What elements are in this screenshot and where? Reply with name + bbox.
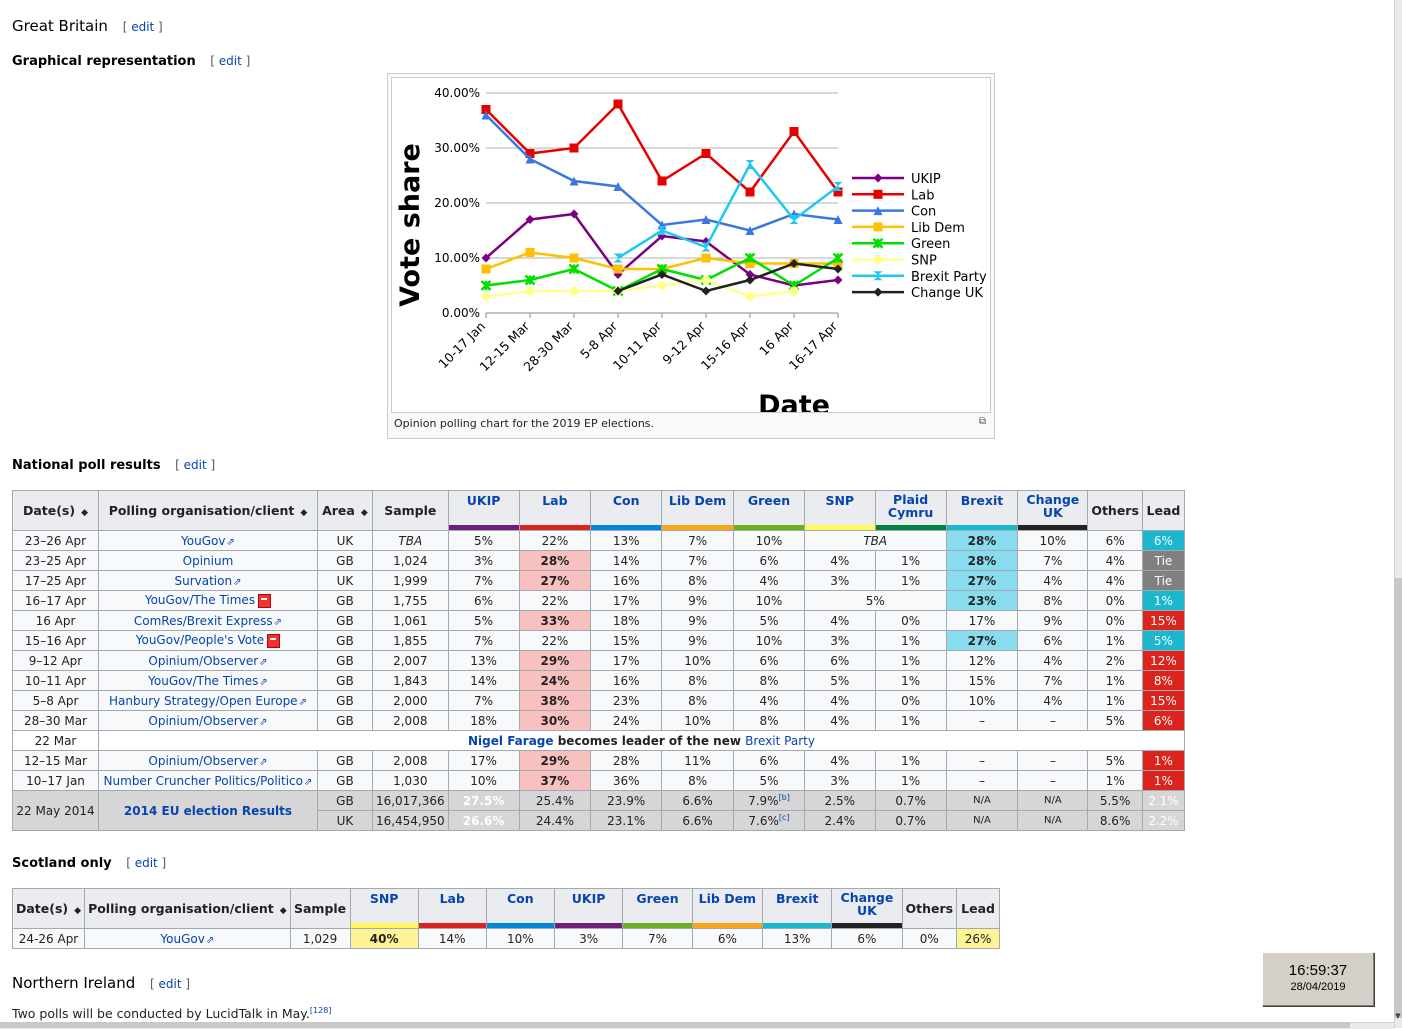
legend-label: Green [911, 237, 951, 253]
data-point [746, 292, 755, 301]
x-tick-label: 16-17 Apr [785, 318, 841, 373]
pollster-link[interactable]: Survation [174, 573, 233, 588]
party-color-bar [591, 525, 661, 530]
external-link-icon: ⇗ [259, 756, 268, 768]
data-point [570, 144, 579, 153]
national-poll-table [12, 490, 1185, 831]
data-point [790, 287, 799, 296]
pollster-link[interactable]: Hanbury Strategy/Open Europe [108, 693, 298, 708]
col-sample: Sample [372, 491, 448, 531]
data-point [702, 287, 711, 296]
party-color-bar [662, 525, 733, 530]
y-tick-label: 10.00% [434, 251, 480, 265]
x-tick-label: 15-16 Apr [697, 318, 753, 373]
external-link-icon: ⇗ [298, 696, 307, 708]
party-color-bar [623, 923, 691, 928]
col-org[interactable]: Polling organisation/client ◆ [85, 889, 291, 929]
clock-date: 28/04/2019 [1290, 981, 1346, 993]
footnote-link[interactable]: [b] [778, 793, 790, 802]
opinion-chart [392, 78, 990, 412]
col-area[interactable]: Area ◆ [317, 491, 372, 531]
party-link[interactable]: Brexit Party [745, 733, 815, 748]
clock-widget [1262, 952, 1374, 1006]
footnote-link[interactable]: [c] [778, 813, 790, 822]
data-point [658, 281, 667, 290]
heading-scotland: Scotland only [ edit ] [12, 856, 167, 871]
party-color-bar [351, 923, 418, 928]
party-color-bar [805, 525, 875, 530]
party-color-bar [693, 923, 762, 928]
table-row: 9–12 Apr Opinium/Observer⇗ GB 2,007 13% 29% 17% 10% 6% 6% 1% 12% 4% 2% 12% [13, 651, 1185, 671]
pollster-link[interactable]: YouGov [181, 533, 226, 548]
col-party[interactable]: Lab [519, 491, 591, 531]
col-others: Others [1088, 491, 1143, 531]
heading-northern-ireland: Northern Ireland [ edit ] [12, 974, 191, 992]
x-tick-label: 12-15 Mar [476, 318, 533, 375]
pollster-link[interactable]: YouGov [160, 931, 205, 946]
col-party[interactable]: UKIP [554, 889, 623, 929]
legend-marker [874, 190, 883, 199]
legend-label: UKIP [911, 172, 941, 187]
pollster-link[interactable]: YouGov/People's Vote [135, 633, 265, 648]
legend-label: Change UK [911, 286, 983, 302]
pollster-link[interactable]: YouGov/The Times [144, 593, 256, 608]
external-link-icon: ⇗ [259, 716, 268, 728]
table-row: 12–15 Mar Opinium/Observer⇗ GB 2,008 17% 29% 28% 11% 6% 4% 1% – – 5% 1% [13, 751, 1185, 771]
col-date[interactable]: Date(s) ◆ [13, 491, 99, 531]
person-link[interactable]: Nigel Farage [468, 733, 554, 748]
edit-link[interactable]: edit [158, 977, 182, 991]
col-party[interactable]: Lib Dem [692, 889, 762, 929]
table-row: 10–17 Jan Number Cruncher Politics/Politico⇗ GB 1,030 10% 37% 36% 8% 5% 3% 1% – – 1% 1% [13, 771, 1185, 791]
results-row: 22 May 2014 2014 EU election Results GB 16,017,366 27.5% 25.4% 23.9% 6.6% 7.9%[b] 2.5% 0.7% N/A N/A 5.5% 2.1% [13, 791, 1185, 811]
heading-graphical: Graphical representation [ edit ] [12, 54, 251, 69]
pollster-link[interactable]: Opinium [182, 553, 234, 568]
col-party[interactable]: Brexit [763, 889, 832, 929]
party-color-bar [449, 525, 519, 530]
y-axis-title: Vote share [395, 143, 426, 307]
data-point [614, 100, 623, 109]
table-row: 5–8 Apr Hanbury Strategy/Open Europe⇗ GB 2,000 7% 38% 23% 8% 4% 4% 0% 10% 4% 1% 15% [13, 691, 1185, 711]
clock-time: 16:59:37 [1288, 962, 1348, 979]
heading-national: National poll results [ edit ] [12, 458, 216, 473]
col-party[interactable]: SNP [804, 491, 875, 531]
horizontal-scrollbar-thumb[interactable] [0, 1022, 1350, 1028]
vertical-scrollbar-thumb[interactable] [1394, 578, 1402, 1018]
table-row: 28–30 Mar Opinium/Observer⇗ GB 2,008 18% 30% 24% 10% 8% 4% 1% – – 5% 6% [13, 711, 1185, 731]
ni-paragraph: Two polls will be conducted by LucidTalk in May.[128] [12, 1006, 332, 1022]
party-color-bar [763, 923, 831, 928]
legend-label: Lib Dem [911, 220, 965, 236]
x-tick-label: 10-17 Jan [435, 318, 489, 372]
data-point [614, 265, 623, 274]
legend-marker [874, 288, 883, 297]
col-org[interactable]: Polling organisation/client ◆ [98, 491, 317, 531]
table-row: 24-26 Apr YouGov⇗ 1,029 40% 14% 10% 3% 7% 6% 13% 6% 0% 26% [13, 929, 1000, 949]
series-line [486, 115, 838, 231]
edit-link[interactable]: edit [131, 20, 155, 34]
col-party[interactable]: Change UK [832, 889, 902, 929]
col-lead: Lead [957, 889, 1000, 929]
data-point [702, 254, 711, 263]
external-link-icon: ⇗ [259, 656, 268, 668]
col-party[interactable]: Green [734, 491, 805, 531]
external-link-icon: ⇗ [233, 576, 242, 588]
data-point [746, 188, 755, 197]
legend-marker [874, 222, 883, 231]
party-color-bar [555, 923, 623, 928]
data-point [702, 276, 711, 285]
x-tick-label: 5-8 Apr [576, 318, 621, 362]
party-color-bar [734, 525, 804, 530]
col-party[interactable]: Plaid Cymru [875, 491, 946, 531]
legend-label: SNP [911, 253, 937, 269]
chart-figure [387, 73, 995, 439]
col-party[interactable]: Con [591, 491, 662, 531]
table-row: 15–16 Apr YouGov/People's Vote GB 1,855 7% 22% 15% 9% 10% 3% 1% 27% 6% 1% 5% [13, 631, 1185, 651]
col-sample: Sample [290, 889, 350, 929]
col-party[interactable]: Brexit [946, 491, 1018, 531]
pollster-link[interactable]: Opinium/Observer [148, 753, 259, 768]
x-axis-title: Date [758, 390, 830, 412]
results-link[interactable]: 2014 EU election Results [123, 803, 292, 818]
data-point [746, 276, 755, 285]
data-point [482, 292, 491, 301]
y-tick-label: 0.00% [441, 306, 480, 320]
scroll-down-arrow-icon[interactable]: ▼ [1395, 1012, 1401, 1020]
y-tick-label: 30.00% [434, 141, 480, 155]
data-point [658, 177, 667, 186]
external-link-icon: ⇗ [226, 536, 235, 548]
party-color-bar [947, 525, 1018, 530]
y-tick-label: 20.00% [434, 196, 480, 210]
heading-great-britain: Great Britain [ edit ] [12, 17, 163, 35]
party-color-bar [876, 525, 946, 530]
data-point [702, 149, 711, 158]
party-color-bar [487, 923, 554, 928]
table-row: 16 Apr ComRes/Brexit Express⇗ GB 1,061 5% 33% 18% 9% 5% 4% 0% 17% 9% 0% 15% [13, 611, 1185, 631]
party-color-bar [419, 923, 486, 928]
external-link-icon: ⇗ [205, 934, 215, 946]
edit-link[interactable]: edit [134, 856, 158, 870]
x-tick-label: 16 Apr [756, 318, 797, 359]
data-point [570, 254, 579, 263]
pollster-link[interactable]: ComRes/Brexit Express [133, 613, 273, 628]
col-date[interactable]: Date(s) ◆ [13, 889, 85, 929]
col-party[interactable]: Lib Dem [662, 491, 734, 531]
x-tick-label: 10-11 Apr [609, 318, 665, 373]
col-party[interactable]: Con [486, 889, 554, 929]
data-point [482, 265, 491, 274]
x-tick-label: 9-12 Apr [659, 318, 709, 368]
col-lead: Lead [1142, 491, 1184, 531]
legend-label: Lab [911, 188, 935, 204]
results-row: UK 16,454,950 26.6% 24.4% 23.1% 6.6% 7.6%[c] 2.4% 0.7% N/A N/A 8.6% 2.2% [13, 811, 1185, 831]
party-color-bar [832, 923, 901, 928]
external-link-icon: ⇗ [303, 776, 313, 788]
legend-marker [874, 255, 883, 264]
legend-marker [874, 174, 883, 183]
pdf-icon [258, 594, 271, 608]
table-row: 10–11 Apr YouGov/The Times⇗ GB 1,843 14% 24% 16% 8% 8% 5% 1% 15% 7% 1% 8% [13, 671, 1185, 691]
legend-label: Brexit Party [911, 269, 987, 285]
table-row: 23–25 Apr Opinium GB 1,024 3% 28% 14% 7% 6% 4% 1% 28% 7% 4% Tie [13, 551, 1185, 571]
table-row: 23–26 Apr YouGov⇗ UK TBA 5% 22% 13% 7% 10% TBA 28% 10% 6% 6% [13, 531, 1185, 551]
col-party[interactable]: Green [623, 889, 692, 929]
magnify-icon[interactable]: ⧉ [978, 416, 986, 427]
chart-caption: Opinion polling chart for the 2019 EP elections. [394, 417, 655, 430]
y-tick-label: 40.00% [434, 86, 480, 100]
pollster-link[interactable]: Number Cruncher Politics/Politico [103, 773, 303, 788]
data-point [834, 276, 843, 285]
data-point [570, 287, 579, 296]
external-link-icon: ⇗ [259, 676, 268, 688]
data-point [790, 127, 799, 136]
col-party[interactable]: Lab [418, 889, 486, 929]
legend-label: Con [911, 204, 937, 220]
external-link-icon: ⇗ [273, 616, 283, 628]
pollster-link[interactable]: Opinium/Observer [148, 653, 259, 668]
scotland-poll-table [12, 888, 1000, 949]
data-point [526, 287, 535, 296]
col-party[interactable]: SNP [350, 889, 418, 929]
pdf-icon [267, 634, 280, 648]
col-party[interactable]: Change UK [1018, 491, 1088, 531]
edit-link[interactable]: edit [183, 458, 207, 472]
party-color-bar [1018, 525, 1087, 530]
edit-link[interactable]: edit [218, 54, 242, 68]
reference-link[interactable]: [128] [309, 1006, 332, 1015]
pollster-link[interactable]: Opinium/Observer [148, 713, 259, 728]
party-color-bar [520, 525, 591, 530]
table-row: 16–17 Apr YouGov/The Times GB 1,755 6% 22% 17% 9% 10% 5% 23% 8% 0% 1% [13, 591, 1185, 611]
event-row: 22 Mar Nigel Farage becomes leader of the new Brexit Party [13, 731, 1185, 751]
data-point [526, 248, 535, 257]
pollster-link[interactable]: YouGov/The Times [148, 673, 259, 688]
col-others: Others [902, 889, 957, 929]
x-tick-label: 28-30 Mar [520, 318, 577, 375]
col-party[interactable]: UKIP [448, 491, 519, 531]
table-row: 17–25 Apr Survation⇗ UK 1,999 7% 27% 16% 8% 4% 3% 1% 27% 4% 4% Tie [13, 571, 1185, 591]
